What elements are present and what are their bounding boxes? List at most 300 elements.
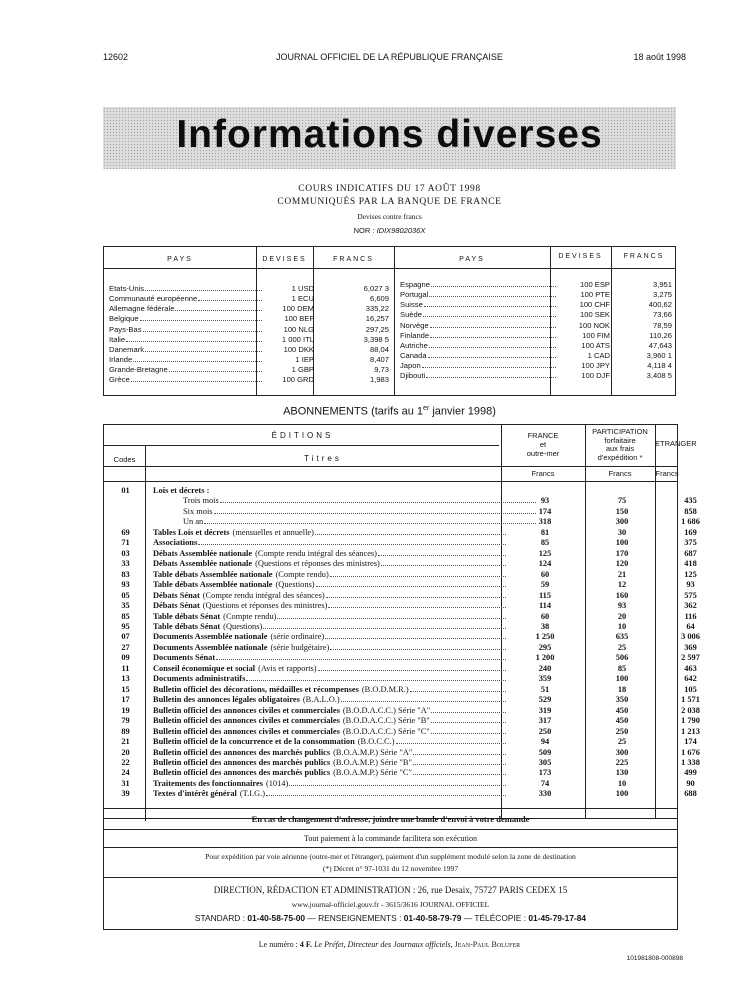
section-banner xyxy=(103,107,676,169)
subscription-row xyxy=(104,622,724,632)
subscription-title-text: Bulletin officiel des annonces des marchés publics xyxy=(153,768,331,778)
currency-row-right xyxy=(400,331,672,341)
dot-leader xyxy=(396,737,506,744)
subscription-title xyxy=(153,632,508,642)
subscription-title-text: Bulletin des annonces légales obligatoires xyxy=(153,695,300,705)
subscription-title xyxy=(153,559,508,569)
price-france: 1 250 xyxy=(535,632,555,642)
subscription-row xyxy=(104,591,724,601)
subscription-title-detail: (Compte rendu) xyxy=(275,569,329,579)
price-france: 115 xyxy=(538,590,552,600)
dot-leader xyxy=(126,335,262,342)
subscription-title xyxy=(153,727,508,737)
th-participation: PARTICIPATION forfaitaire aux frais d'expédition * xyxy=(592,427,648,462)
price-etranger: 3 006 xyxy=(681,632,700,642)
price-participation: 18 xyxy=(617,684,627,694)
subscription-code: 95 xyxy=(121,621,130,631)
subscription-title-detail: (B.O.C.C.) xyxy=(357,737,395,747)
subscription-row xyxy=(104,653,724,663)
dot-leader xyxy=(325,632,506,639)
price-france: 124 xyxy=(538,559,552,569)
subscription-row xyxy=(104,496,724,506)
subscription-title xyxy=(153,622,508,632)
currency-row-right xyxy=(400,300,672,310)
subscription-title-detail: (série budgétaire) xyxy=(270,642,330,652)
dot-leader xyxy=(143,325,263,332)
price-france: 174 xyxy=(538,506,552,516)
subscription-title-text: Débats Sénat xyxy=(153,590,200,600)
price-france: 59 xyxy=(540,580,550,590)
currency-rate: 400,62 xyxy=(648,300,672,310)
dot-leader xyxy=(246,674,506,681)
dot-leader xyxy=(198,538,506,545)
nor-reference xyxy=(103,226,676,235)
price-france: 359 xyxy=(538,674,552,684)
subscription-code: 24 xyxy=(121,768,130,778)
currency-code: 100 ATS xyxy=(581,340,610,350)
dot-leader xyxy=(429,290,556,297)
price-participation: 21 xyxy=(617,569,627,579)
subscription-row xyxy=(104,674,724,684)
price-participation: 450 xyxy=(615,705,629,715)
subscription-row xyxy=(104,632,724,642)
currency-country: Allemagne fédérale xyxy=(109,304,175,314)
price-france: 74 xyxy=(540,778,550,788)
price-etranger: 125 xyxy=(684,569,697,579)
dot-leader xyxy=(341,695,506,702)
subscription-title-text: Trois mois xyxy=(183,496,219,506)
dot-leader xyxy=(330,643,506,650)
dot-leader xyxy=(316,580,506,587)
price-participation: 635 xyxy=(615,632,629,642)
subscription-title-text: Documents Assemblée nationale xyxy=(153,632,268,642)
cours-devises-label: Devises contre francs xyxy=(357,212,422,221)
price-participation: 20 xyxy=(617,611,627,621)
price-etranger: 1 686 xyxy=(681,517,700,527)
dot-leader xyxy=(422,361,556,368)
subscription-title xyxy=(153,706,508,716)
subscription-code: 19 xyxy=(121,705,130,715)
price-etranger: 1 790 xyxy=(681,716,700,726)
dot-leader xyxy=(140,314,262,321)
currency-row-right xyxy=(400,321,672,331)
subscription-code: 15 xyxy=(121,684,130,694)
currency-country: Danemark xyxy=(109,344,145,354)
subscription-title xyxy=(153,486,508,496)
subscription-title-detail: (T.I.G.) xyxy=(239,789,266,799)
subscription-title-detail: (Compte rendu intégral des séances) xyxy=(202,590,325,600)
subscription-title xyxy=(153,507,538,517)
currency-code: 100 GRD xyxy=(282,375,314,385)
dot-leader xyxy=(169,365,262,372)
subscriptions-table xyxy=(103,424,700,819)
currency-rate: 78,59 xyxy=(652,320,672,330)
subscription-title-detail: (B.O.D.A.C.C.) Série "B" xyxy=(342,716,430,726)
price-france: 38 xyxy=(540,621,550,631)
decret-text: (*) Décret n° 97-1031 du 12 novembre 1997 xyxy=(322,864,459,873)
dot-leader xyxy=(381,559,506,566)
change-address-note: En cas de changement d'adresse, joindre une bande d'envoi à votre demande xyxy=(103,808,678,830)
subscription-title-detail: (Compte rendu) xyxy=(223,611,277,621)
subscription-code: 33 xyxy=(121,559,130,569)
currency-country: Autriche xyxy=(400,340,428,350)
subscription-title-text: Bulletin officiel des annonces civiles et commerciales xyxy=(153,726,340,736)
subscription-row xyxy=(104,748,724,758)
subscription-title xyxy=(153,591,508,601)
currency-list-left xyxy=(109,284,389,385)
subscription-row xyxy=(104,486,724,496)
dot-leader xyxy=(133,355,262,362)
th-francs-unit-1: Francs xyxy=(531,469,555,478)
th-francs-unit-2: Francs xyxy=(608,469,632,478)
currency-code: 100 NLG xyxy=(283,324,314,334)
subscription-code: 13 xyxy=(121,674,130,684)
price-etranger: 435 xyxy=(684,496,697,506)
currency-list-right xyxy=(400,280,672,381)
currency-code: 1 CAD xyxy=(587,350,610,360)
price-etranger: 1 213 xyxy=(681,726,700,736)
subscription-title-detail: (Avis et rapports) xyxy=(258,663,317,673)
price-france: 330 xyxy=(538,789,552,799)
subscription-code: 01 xyxy=(121,486,130,495)
th-devises-right: DEVISES xyxy=(558,253,603,260)
dot-leader xyxy=(263,622,506,629)
subscription-row xyxy=(104,507,724,517)
subscription-code: 35 xyxy=(121,601,130,611)
subscription-title-text: Table débats Assemblée nationale xyxy=(153,580,273,590)
nor-value: IDIX9802036X xyxy=(376,226,426,235)
price-participation: 93 xyxy=(617,601,627,611)
price-etranger: 116 xyxy=(684,611,697,621)
price-etranger: 858 xyxy=(684,506,697,516)
currency-rate: 6,027 3 xyxy=(363,284,389,293)
subscription-code: 11 xyxy=(121,663,130,673)
th-francs-left: FRANCS xyxy=(333,256,374,263)
currency-country: Suisse xyxy=(400,300,423,310)
subscription-title-detail: (Questions et réponses des ministres) xyxy=(202,601,328,611)
price-france: 60 xyxy=(540,569,550,579)
subscription-title-text: Documents Assemblée nationale xyxy=(153,642,268,652)
dot-leader xyxy=(145,284,262,291)
direction-phones: STANDARD : 01-40-58-75-00 — RENSEIGNEMENTS : 01-40-58-79-79 — TÉLÉCOPIE : 01-45-79-17-84 xyxy=(194,913,587,923)
subscription-title-detail: (Questions) xyxy=(275,580,315,590)
price-france: 60 xyxy=(540,611,550,621)
subscription-code: 93 xyxy=(121,580,130,590)
price-france: 173 xyxy=(538,768,552,778)
th-france: FRANCE et outre-mer xyxy=(526,431,560,458)
price-france: 509 xyxy=(538,747,552,757)
currency-country: Irlande xyxy=(109,354,133,364)
nor-label: NOR : xyxy=(353,226,375,235)
price-france: 114 xyxy=(538,601,552,611)
issue-date: 18 août 1998 xyxy=(633,52,686,62)
subscription-title-text: Conseil économique et social xyxy=(153,663,256,673)
price-participation: 25 xyxy=(617,642,627,652)
subscription-code: 79 xyxy=(121,716,130,726)
subscription-title xyxy=(153,779,508,789)
subscription-row xyxy=(104,706,724,716)
dot-leader xyxy=(431,727,506,734)
price-participation: 85 xyxy=(617,663,627,673)
dot-leader xyxy=(216,653,506,660)
currency-row-right xyxy=(400,290,672,300)
dot-leader xyxy=(413,768,506,775)
price-france: 93 xyxy=(540,496,550,506)
th-devises-left: DEVISES xyxy=(262,256,307,263)
currency-rate: 4,118 4 xyxy=(647,361,672,371)
price-participation: 100 xyxy=(615,538,629,548)
dot-leader xyxy=(220,496,536,503)
subscription-title xyxy=(153,612,508,622)
price-france: 51 xyxy=(540,684,550,694)
currency-rate: 88,04 xyxy=(369,344,389,354)
subscription-row xyxy=(104,549,724,559)
subscription-title xyxy=(153,496,538,506)
subscription-title-text: Débats Assemblée nationale xyxy=(153,548,253,558)
subscription-title xyxy=(153,695,508,705)
subscription-title-text: Bulletin officiel des annonces des marchés publics xyxy=(153,757,331,767)
cours-heading: COURS INDICATIFS DU 17 AOÛT 1998 xyxy=(298,184,481,194)
subscription-code: 39 xyxy=(121,789,130,799)
currency-code: 100 PTE xyxy=(580,290,610,300)
subscription-title-text: Documents Sénat xyxy=(153,653,216,663)
price-participation: 300 xyxy=(615,747,629,757)
subscription-row xyxy=(104,643,724,653)
journal-title: JOURNAL OFFICIEL DE LA RÉPUBLIQUE FRANÇAISE xyxy=(276,52,503,62)
subscription-title-text: Débats Assemblée nationale xyxy=(153,559,253,569)
subscription-row xyxy=(104,559,724,569)
subscription-title-text: Six mois xyxy=(183,506,213,516)
currency-row-left xyxy=(109,294,389,304)
subscription-code: 09 xyxy=(121,653,130,663)
price-etranger: 169 xyxy=(684,527,697,537)
subscription-row xyxy=(104,612,724,622)
price-participation: 75 xyxy=(617,496,627,506)
price-etranger: 1 676 xyxy=(681,747,700,757)
price-france: 85 xyxy=(540,538,550,548)
price-participation: 100 xyxy=(615,674,629,684)
price-etranger: 105 xyxy=(684,684,697,694)
subscription-title xyxy=(153,664,508,674)
subscription-row xyxy=(104,570,724,580)
currency-country: Finlande xyxy=(400,330,430,340)
dot-leader xyxy=(318,664,506,671)
subscription-title xyxy=(153,643,508,653)
dot-leader xyxy=(431,716,506,723)
dot-leader xyxy=(277,612,506,619)
dot-leader xyxy=(410,685,506,692)
price-france: 240 xyxy=(538,663,552,673)
subscription-title-text: Tables Lois et décrets xyxy=(153,527,230,537)
subscription-row xyxy=(104,601,724,611)
currency-rate: 297,25 xyxy=(365,324,389,334)
subscription-title-text: Associations xyxy=(153,538,198,548)
subscription-row xyxy=(104,716,724,726)
expedition-note xyxy=(103,847,678,878)
currency-code: 1 ECU xyxy=(291,294,314,304)
currency-row-right xyxy=(400,280,672,290)
currency-country: Pays-Bas xyxy=(109,324,142,334)
price-participation: 160 xyxy=(615,590,629,600)
currency-country: Espagne xyxy=(400,280,430,289)
subscription-row xyxy=(104,664,724,674)
subscription-title xyxy=(153,716,508,726)
subscription-code: 20 xyxy=(121,747,130,757)
subscription-title-detail: (série ordinaire) xyxy=(270,632,325,642)
currency-code: 100 NOK xyxy=(578,320,610,330)
currency-code: 100 CHF xyxy=(579,300,610,310)
price-etranger: 499 xyxy=(684,768,697,778)
direction-address: DIRECTION, RÉDACTION ET ADMINISTRATION : 26, rue Desaix, 75727 PARIS CEDEX 15 xyxy=(213,885,568,895)
subscription-row xyxy=(104,768,724,778)
section-title: Informations diverses xyxy=(176,113,603,156)
price-etranger: 90 xyxy=(686,778,695,788)
dot-leader xyxy=(426,371,556,378)
subscription-title-text: Débats Sénat xyxy=(153,601,200,611)
direction-web: www.journal-officiel.gouv.fr - 3615/3616 JOURNAL OFFICIEL xyxy=(291,900,490,909)
price-participation: 250 xyxy=(615,726,629,736)
th-pays-right: PAYS xyxy=(459,256,485,263)
subscription-title-detail: (1014) xyxy=(265,778,289,788)
currency-code: 1 USD xyxy=(291,284,314,293)
currency-row-left xyxy=(109,355,389,365)
price-etranger: 463 xyxy=(684,663,697,673)
subscription-title-text: Bulletin officiel des annonces civiles et commerciales xyxy=(153,716,340,726)
dot-leader xyxy=(328,601,506,608)
subscription-title-detail: (Compte rendu intégral des séances) xyxy=(255,548,377,558)
dot-leader xyxy=(430,321,556,328)
subscription-title-text: Bulletin officiel de la concurrence et de la consommation xyxy=(153,737,355,747)
subscription-title xyxy=(153,549,508,559)
subscription-title-detail: (Questions et réponses des ministres) xyxy=(255,559,380,569)
page-number: 12602 xyxy=(103,52,129,62)
currency-rate: 110,26 xyxy=(649,330,672,340)
subscription-title xyxy=(153,653,508,663)
price-participation: 120 xyxy=(615,559,629,569)
subscription-code: 17 xyxy=(121,695,130,705)
th-titres: Titres xyxy=(304,454,342,463)
subscription-title-text: Un an xyxy=(183,517,204,527)
price-etranger: 2 597 xyxy=(681,653,700,663)
subscription-title xyxy=(153,768,508,778)
dot-leader xyxy=(378,549,506,556)
currency-row-left xyxy=(109,314,389,324)
subscription-title-text: Lois et décrets : xyxy=(153,486,210,495)
currency-code: 1 IEP xyxy=(295,354,314,364)
currency-rate: 47,643 xyxy=(648,340,672,350)
th-etranger: ETRANGER xyxy=(655,439,697,448)
currency-country: Norvège xyxy=(400,320,429,330)
subscription-title xyxy=(153,570,508,580)
subscription-title xyxy=(153,580,508,590)
currency-code: 100 DEM xyxy=(282,304,314,314)
subscription-title-text: Table débats Sénat xyxy=(153,621,221,631)
currency-rate: 335,22 xyxy=(365,304,389,314)
subscription-row xyxy=(104,727,724,737)
price-france: 81 xyxy=(540,527,550,537)
currency-row-right xyxy=(400,310,672,320)
dot-leader xyxy=(266,789,506,796)
price-etranger: 362 xyxy=(684,601,697,611)
currency-code: 100 SEK xyxy=(580,310,610,320)
subscription-row xyxy=(104,538,724,548)
currency-rate: 3,275 xyxy=(652,290,672,300)
price-france: 319 xyxy=(538,705,552,715)
currency-country: Italie xyxy=(109,334,126,344)
dot-leader xyxy=(315,528,506,535)
subscription-title-text: Traitements des fonctionnaires xyxy=(153,778,263,788)
payment-note: Tout paiement à la commande facilitera son exécution xyxy=(103,829,678,848)
price-etranger: 1 571 xyxy=(681,695,700,705)
subscription-code: 85 xyxy=(121,611,130,621)
th-codes: Codes xyxy=(113,455,136,464)
currency-code: 1 000 ITL xyxy=(281,334,314,344)
subscription-code: 03 xyxy=(121,548,130,558)
currency-country: Belgique xyxy=(109,314,139,324)
currency-rate: 3,951 xyxy=(652,280,672,289)
currency-row-left xyxy=(109,345,389,355)
price-etranger: 64 xyxy=(686,621,695,631)
subscription-code: 21 xyxy=(121,737,130,747)
dot-leader xyxy=(413,748,506,755)
currency-row-right xyxy=(400,361,672,371)
price-etranger: 1 338 xyxy=(681,757,700,767)
currency-code: 1 GBP xyxy=(291,365,314,375)
cours-subheading: COMMUNIQUÉS PAR LA BANQUE DE FRANCE xyxy=(277,197,502,207)
subscription-code: 69 xyxy=(121,527,130,537)
currency-country: Suède xyxy=(400,310,422,320)
currency-rate: 16,257 xyxy=(365,314,389,324)
th-francs-right: FRANCS xyxy=(623,253,665,260)
subscription-row xyxy=(104,685,724,695)
subscription-title-text: Textes d'intérêt général xyxy=(153,789,237,799)
subscription-title xyxy=(153,758,508,768)
subscription-row xyxy=(104,789,724,799)
subscription-title-detail: (Questions) xyxy=(223,621,263,631)
currency-row-right xyxy=(400,371,672,381)
dot-leader xyxy=(175,304,262,311)
subscriptions-rows xyxy=(104,486,700,806)
price-etranger: 2 038 xyxy=(681,705,700,715)
price-france: 295 xyxy=(538,642,552,652)
expedition-text: Pour expédition par voie aérienne (outre-mer et l'étranger), paiement d'un supplément modulé selon la zone de destination xyxy=(205,852,576,861)
price-participation: 130 xyxy=(615,768,629,778)
price-france: 250 xyxy=(538,726,552,736)
currency-row-left xyxy=(109,304,389,314)
direction-block xyxy=(103,877,678,930)
currency-country: Canada xyxy=(400,350,427,360)
dot-leader xyxy=(423,310,556,317)
price-france: 318 xyxy=(538,517,552,527)
subscription-code: 31 xyxy=(121,778,130,788)
currency-row-right xyxy=(400,351,672,361)
subscription-row xyxy=(104,737,724,747)
subscription-row xyxy=(104,695,724,705)
subscription-title-detail: (B.A.L.O.) xyxy=(302,695,340,705)
subscription-row xyxy=(104,517,724,527)
currency-row-left xyxy=(109,325,389,335)
price-participation: 10 xyxy=(617,621,627,631)
dot-leader xyxy=(326,591,506,598)
price-participation: 30 xyxy=(617,527,627,537)
price-etranger: 418 xyxy=(684,559,697,569)
abonnements-title: ABONNEMENTS (tarifs au 1er janvier 1998) xyxy=(283,405,496,418)
subscription-title xyxy=(153,748,508,758)
dot-leader xyxy=(413,758,506,765)
price-participation: 350 xyxy=(615,695,629,705)
currency-rate: 3,960 1 xyxy=(646,350,672,360)
price-france: 305 xyxy=(538,757,552,767)
